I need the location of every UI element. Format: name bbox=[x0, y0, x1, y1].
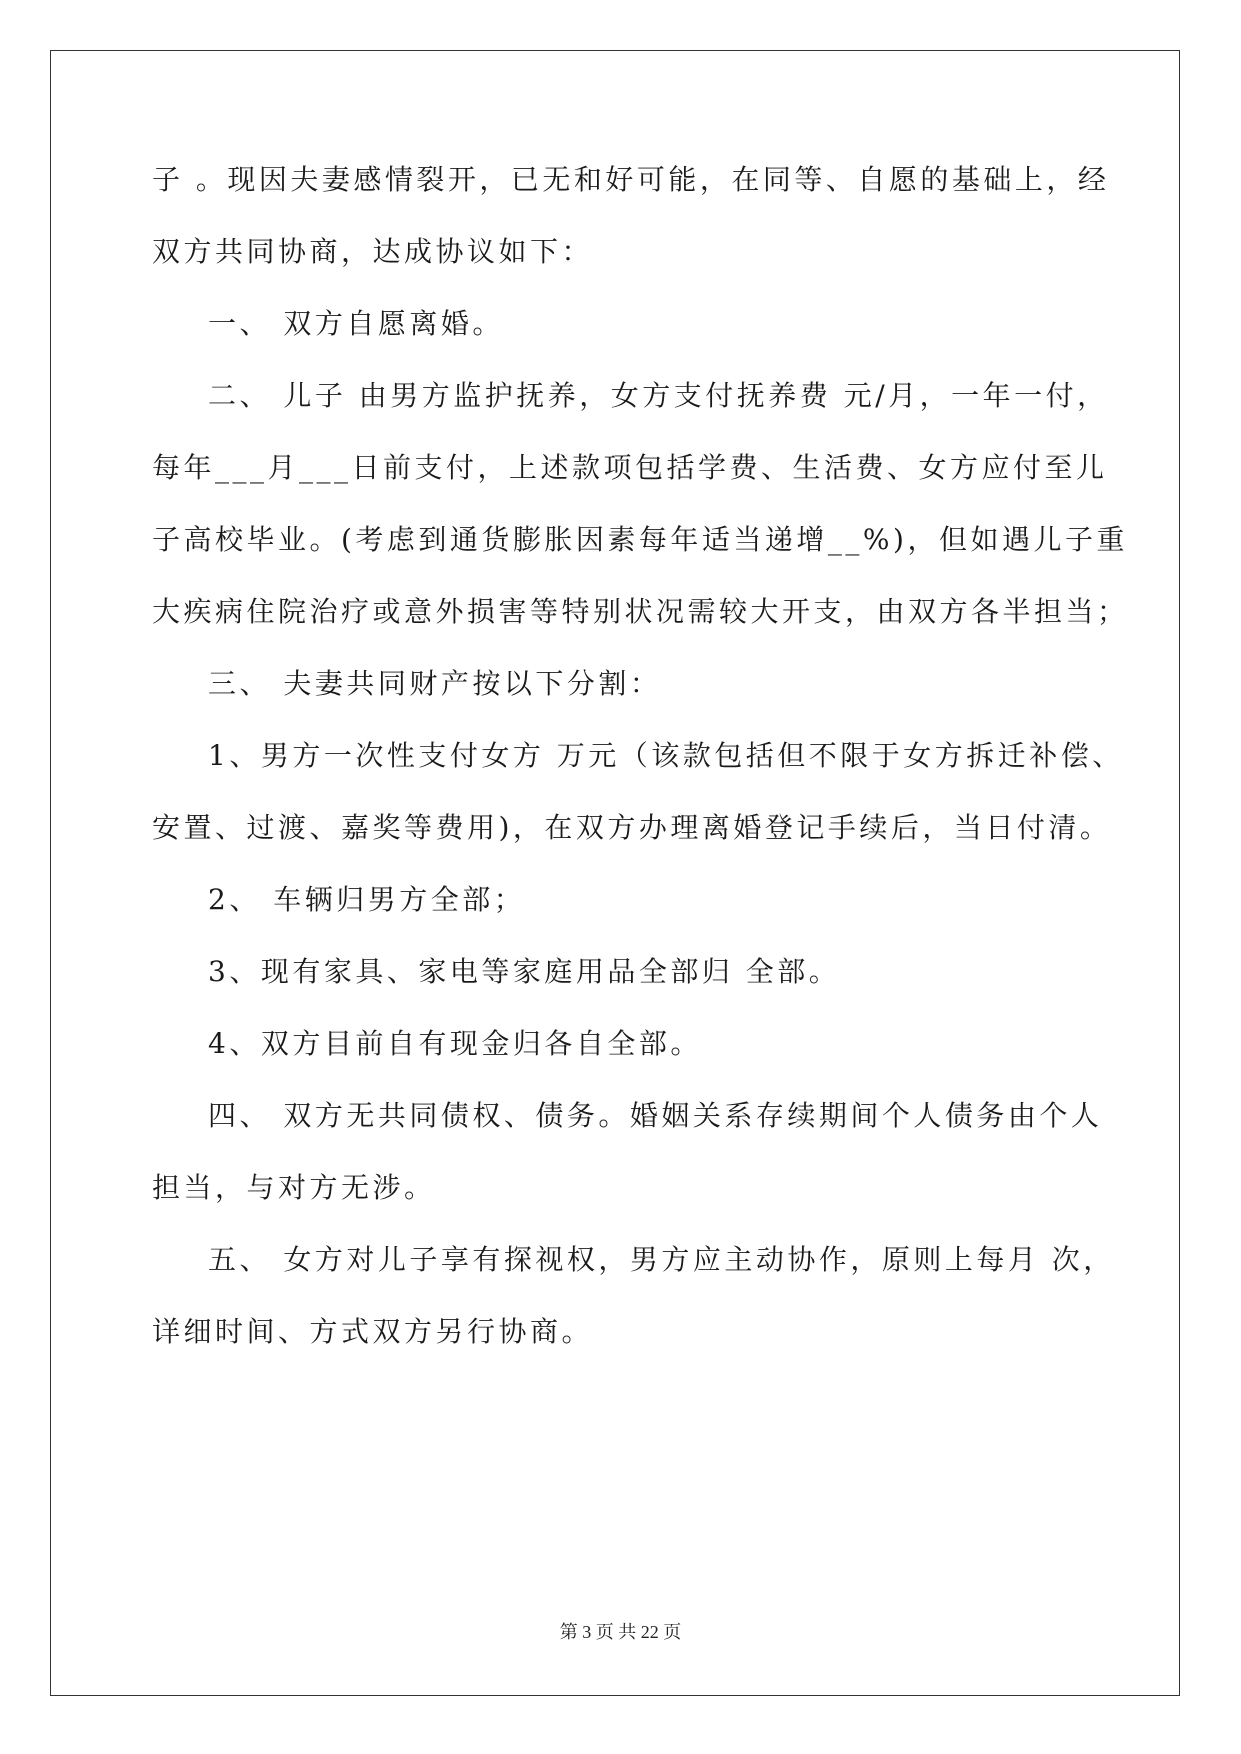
text-line: 1、男方一次性支付女方 万元（该款包括但不限于女方拆迁补偿、 bbox=[208, 739, 1124, 772]
text-line: 双方共同协商，达成协议如下： bbox=[152, 235, 594, 268]
text-line: 详细时间、方式双方另行协商。 bbox=[152, 1315, 594, 1348]
text-line: 五、 女方对儿子享有探视权，男方应主动协作，原则上每月 次， bbox=[208, 1243, 1115, 1276]
text-line: 4、双方目前自有现金归各自全部。 bbox=[208, 1027, 702, 1060]
text-line: 安置、过渡、嘉奖等费用)，在双方办理离婚登记手续后，当日付清。 bbox=[152, 811, 1112, 844]
text-line: 2、 车辆归男方全部； bbox=[208, 883, 526, 916]
text-line: 二、 儿子 由男方监护抚养，女方支付抚养费 元/月，一年一付， bbox=[208, 379, 1109, 412]
text-line: 大疾病住院治疗或意外损害等特别状况需较大开支，由双方各半担当； bbox=[152, 595, 1129, 628]
text-line: 子高校毕业。(考虑到通货膨胀因素每年适当递增__%)，但如遇儿子重 bbox=[152, 523, 1128, 556]
text-line: 3、现有家具、家电等家庭用品全部归 全部。 bbox=[208, 955, 841, 988]
text-line: 四、 双方无共同债权、债务。婚姻关系存续期间个人债务由个人 bbox=[208, 1099, 1103, 1132]
text-line: 三、 夫妻共同财产按以下分割： bbox=[208, 667, 662, 700]
text-line: 担当，与对方无涉。 bbox=[152, 1171, 436, 1204]
text-line: 每年___月___日前支付，上述款项包括学费、生活费、女方应付至儿 bbox=[152, 451, 1108, 484]
page-number: 第 3 页 共 22 页 bbox=[559, 1622, 682, 1642]
page-frame bbox=[50, 50, 1180, 1696]
text-line: 子 。现因夫妻感情裂开，已无和好可能，在同等、自愿的基础上，经 bbox=[152, 163, 1110, 196]
text-line: 一、 双方自愿离婚。 bbox=[208, 307, 504, 340]
